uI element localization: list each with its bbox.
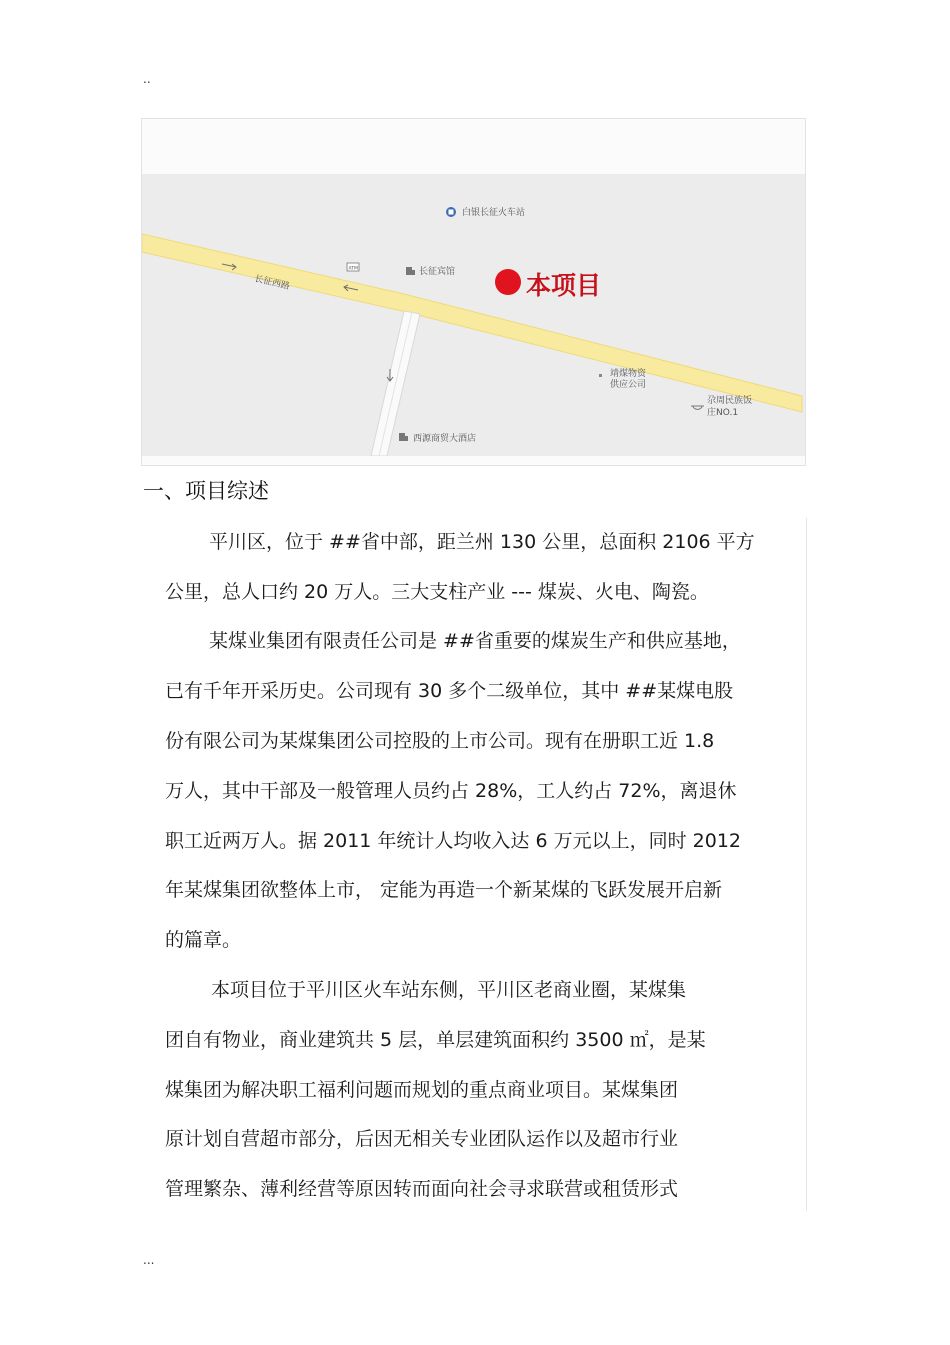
paragraph-line-8: 年某煤集团欲整体上市， 定能为再造一个新某煤的飞跃发展开启新	[165, 879, 723, 901]
supply-company-label-2: 供应公司	[610, 380, 647, 390]
location-map	[142, 174, 805, 456]
project-label: 本项目	[526, 271, 602, 300]
footer-marker: ...	[143, 1253, 155, 1267]
paragraph-line-6: 万人，其中干部及一般管理人员约占 28%，工人约占 72%，离退休	[165, 780, 737, 802]
paragraph-line-13: 原计划自营超市部分，后因无相关专业团队运作以及超市行业	[165, 1128, 679, 1150]
paragraph-line-5: 份有限公司为某煤集团公司控股的上市公司。现有在册职工近 1.8	[165, 730, 715, 752]
paragraph-line-10: 本项目位于平川区火车站东侧，平川区老商业圈，某煤集	[211, 979, 687, 1001]
paragraph-line-14: 管理繁杂、薄利经营等原因转而面向社会寻求联营或租赁形式	[165, 1178, 679, 1200]
paragraph-line-1: 平川区，位于 ##省中部，距兰州 130 公里，总面积 2106 平方	[209, 531, 755, 553]
poi-dot-icon	[599, 374, 602, 377]
station-label: 白银长征火车站	[462, 208, 526, 218]
paragraph-line-11: 团自有物业，商业建筑共 5 层，单层建筑面积约 3500 ㎡，是某	[165, 1029, 706, 1051]
road-label: 长征西路	[253, 274, 291, 293]
header-marker: ..	[143, 72, 151, 86]
trade-hotel-label: 西源商贸大酒店	[413, 434, 477, 444]
paragraph-line-2: 公里，总人口约 20 万人。三大支柱产业 --- 煤炭、火电、陶瓷。	[165, 581, 709, 603]
paragraph-line-9: 的篇章。	[165, 929, 242, 951]
restaurant-label-1: 尕周民族饭	[707, 396, 753, 406]
project-marker-icon	[495, 269, 521, 295]
paragraph-line-7: 职工近两万人。据 2011 年统计人均收入达 6 万元以上，同时 2012	[165, 830, 741, 852]
section-title: 一、项目综述	[143, 479, 269, 503]
restaurant-label-2: 庄NO.1	[707, 408, 739, 418]
atm-label: ATM	[348, 266, 358, 272]
train-station-icon	[446, 207, 456, 217]
hotel-label: 长征宾馆	[419, 267, 456, 277]
paragraph-line-4: 已有千年开采历史。公司现有 30 多个二级单位，其中 ##某煤电股	[165, 680, 734, 702]
project-overview-text	[163, 518, 807, 1211]
paragraph-line-3: 某煤业集团有限责任公司是 ##省重要的煤炭生产和供应基地，	[209, 630, 741, 652]
supply-company-label-1: 靖煤物资	[610, 369, 647, 379]
paragraph-line-12: 煤集团为解决职工福利问题而规划的重点商业项目。某煤集团	[165, 1079, 679, 1101]
